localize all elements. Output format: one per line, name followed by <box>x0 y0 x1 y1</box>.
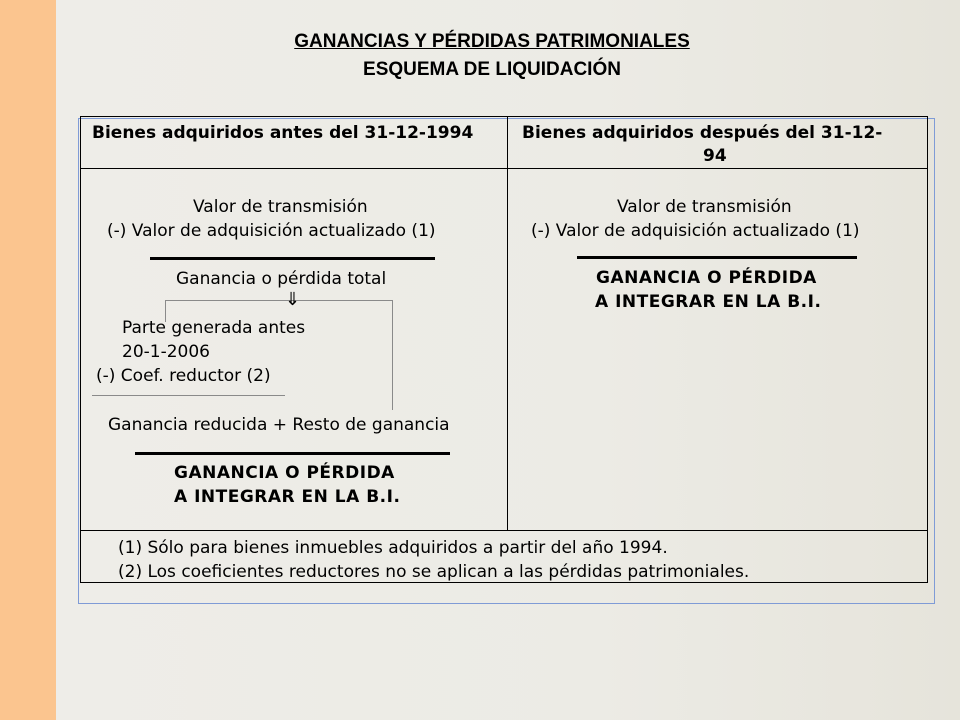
left-column-header: Bienes adquiridos antes del 31-12-1994 <box>92 123 474 143</box>
right-resultado-1: GANANCIA O PÉRDIDA <box>596 268 817 288</box>
left-parte-generada-2: 20-1-2006 <box>122 342 210 362</box>
right-valor-transmision: Valor de transmisión <box>617 197 792 217</box>
right-valor-adquisicion: (-) Valor de adquisición actualizado (1) <box>531 221 860 241</box>
note-1: (1) Sólo para bienes inmuebles adquiridos a partir del año 1994. <box>118 538 668 558</box>
right-column-header-line2: 94 <box>703 146 727 166</box>
column-divider <box>507 116 508 531</box>
page-title: GANANCIAS Y PÉRDIDAS PATRIMONIALES <box>294 31 690 52</box>
coef-rule <box>92 395 285 396</box>
left-sum-rule <box>150 257 435 260</box>
notes-divider <box>80 530 928 531</box>
right-resultado-2: A INTEGRAR EN LA B.I. <box>595 292 822 312</box>
page-subtitle: ESQUEMA DE LIQUIDACIÓN <box>363 59 621 80</box>
left-ganancia-total: Ganancia o pérdida total <box>176 269 387 289</box>
left-parte-generada-1: Parte generada antes <box>122 318 306 338</box>
right-column-header-line1: Bienes adquiridos después del 31-12- <box>522 123 883 143</box>
left-ganancia-reducida: Ganancia reducida + Resto de ganancia <box>108 415 450 435</box>
left-result-rule <box>135 452 450 455</box>
left-valor-transmision: Valor de transmisión <box>193 197 368 217</box>
left-resultado-2: A INTEGRAR EN LA B.I. <box>174 487 401 507</box>
right-sum-rule <box>577 256 857 259</box>
header-divider <box>80 168 928 169</box>
bracket-top <box>165 300 393 301</box>
down-double-arrow-icon: ⇓ <box>285 289 301 310</box>
note-2: (2) Los coeficientes reductores no se aplican a las pérdidas patrimoniales. <box>118 562 750 582</box>
left-resultado-1: GANANCIA O PÉRDIDA <box>174 463 395 483</box>
left-coef-reductor: (-) Coef. reductor (2) <box>96 366 271 386</box>
decorative-left-stripe <box>0 0 56 720</box>
left-valor-adquisicion: (-) Valor de adquisición actualizado (1) <box>107 221 436 241</box>
bracket-right <box>392 300 393 410</box>
